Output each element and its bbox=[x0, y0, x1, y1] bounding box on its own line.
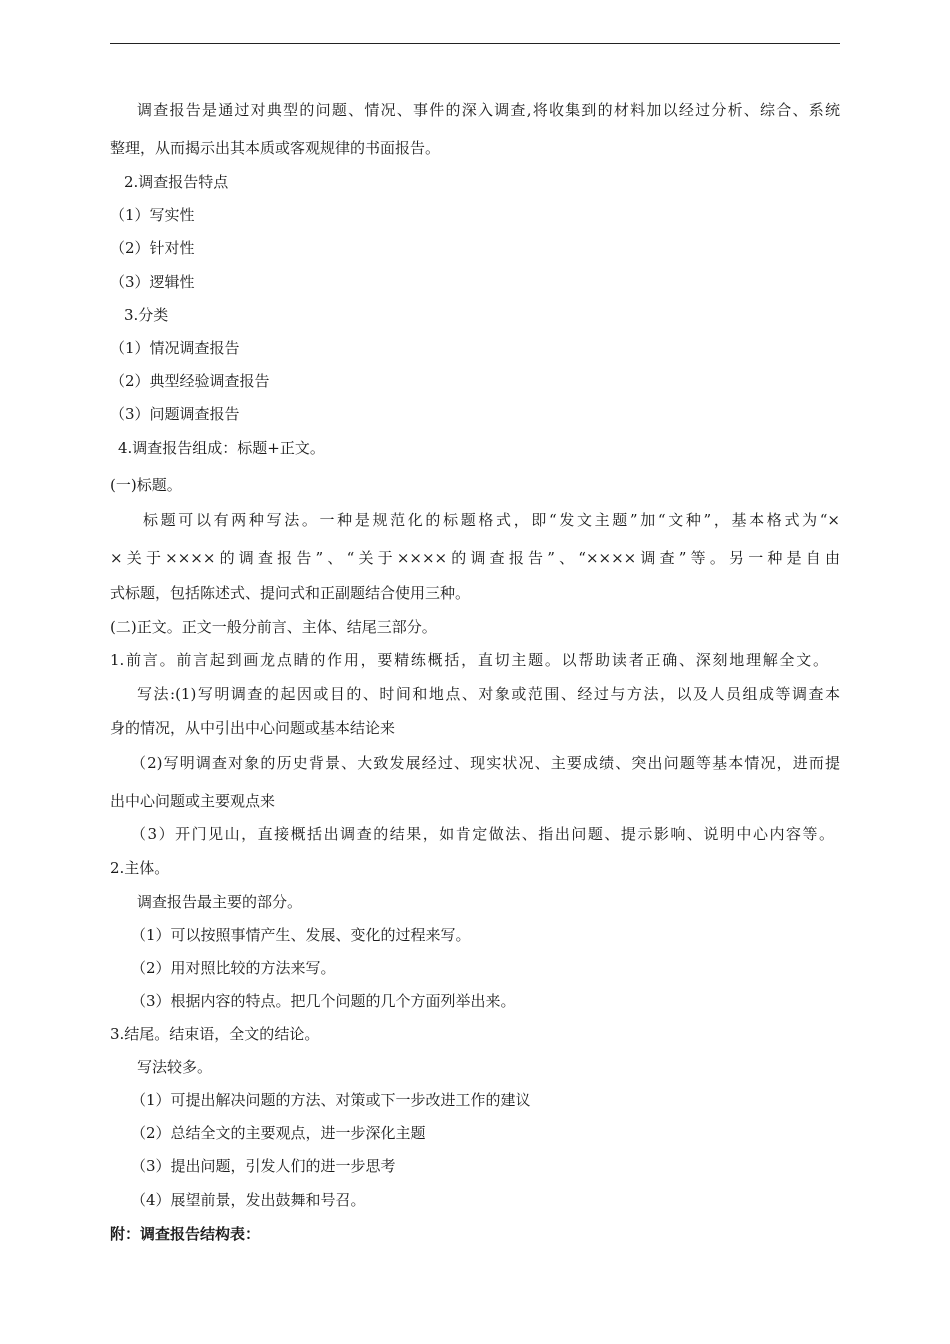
paragraph-title-line-1: 标题可以有两种写法。一种是规范化的标题格式，即“发文主题”加“文种”，基本格式为“× bbox=[143, 511, 840, 529]
heading-categories: 3.分类 bbox=[124, 306, 169, 324]
paragraph-method-2-line-2: 出中心问题或主要观点来 bbox=[110, 792, 276, 810]
list-item-feature-2: （2）针对性 bbox=[110, 239, 195, 257]
paragraph-title-line-3: 式标题，包括陈述式、提问式和正副题结合使用三种。 bbox=[110, 584, 471, 602]
paragraph-definition-line-1: 调查报告是通过对典型的问题、情况、事件的深入调查,将收集到的材料加以经过分析、综合、系统 bbox=[137, 101, 840, 119]
heading-title-section: (一)标题。 bbox=[110, 476, 182, 494]
list-item-ending-1: （1）可提出解决问题的方法、对策或下一步改进工作的建议 bbox=[131, 1091, 531, 1109]
list-item-category-3: （3）问题调查报告 bbox=[110, 405, 240, 423]
heading-main-body: 2.主体。 bbox=[110, 859, 170, 877]
paragraph-ending: 写法较多。 bbox=[137, 1058, 213, 1076]
paragraph-title-line-2: ×关于××××的调查报告”、“关于××××的调查报告”、“××××调查”等。另一种是自由 bbox=[110, 549, 840, 567]
list-item-feature-1: （1）写实性 bbox=[110, 206, 195, 224]
paragraph-definition-line-2: 整理，从而揭示出其本质或客观规律的书面报告。 bbox=[110, 139, 441, 157]
heading-body-section: (二)正文。正文一般分前言、主体、结尾三部分。 bbox=[110, 618, 437, 636]
list-item-feature-3: （3）逻辑性 bbox=[110, 273, 195, 291]
paragraph-method-3: （3）开门见山，直接概括出调查的结果，如肯定做法、指出问题、提示影响、说明中心内容等。 bbox=[131, 825, 834, 843]
paragraph-preface: 1.前言。前言起到画龙点睛的作用，要精练概括，直切主题。以帮助读者正确、深刻地理解全文。 bbox=[110, 651, 828, 669]
heading-features: 2.调查报告特点 bbox=[124, 173, 229, 191]
paragraph-method-1-line-2: 身的情况，从中引出中心问题或基本结论来 bbox=[110, 719, 396, 737]
header-rule bbox=[110, 43, 840, 44]
list-item-ending-3: （3）提出问题，引发人们的进一步思考 bbox=[131, 1157, 396, 1175]
list-item-category-1: （1）情况调查报告 bbox=[110, 339, 240, 357]
paragraph-method-2-line-1: （2)写明调查对象的历史背景、大致发展经过、现实状况、主要成绩、突出问题等基本情况，进而提 bbox=[131, 754, 840, 772]
list-item-body-2: （2）用对照比较的方法来写。 bbox=[131, 959, 336, 977]
list-item-category-2: （2）典型经验调查报告 bbox=[110, 372, 270, 390]
heading-ending: 3.结尾。结束语，全文的结论。 bbox=[110, 1025, 320, 1043]
list-item-body-1: （1）可以按照事情产生、发展、变化的过程来写。 bbox=[131, 926, 471, 944]
list-item-ending-2: （2）总结全文的主要观点，进一步深化主题 bbox=[131, 1124, 426, 1142]
heading-composition: 4.调查报告组成：标题+正文。 bbox=[118, 439, 325, 457]
paragraph-main-body: 调查报告最主要的部分。 bbox=[137, 893, 303, 911]
list-item-body-3: （3）根据内容的特点。把几个问题的几个方面列举出来。 bbox=[131, 992, 516, 1010]
list-item-ending-4: （4）展望前景，发出鼓舞和号召。 bbox=[131, 1191, 366, 1209]
appendix-heading: 附：调查报告结构表： bbox=[110, 1225, 261, 1243]
paragraph-method-1-line-1: 写法:(1)写明调查的起因或目的、时间和地点、对象或范围、经过与方法，以及人员组成等调查本 bbox=[137, 685, 840, 703]
